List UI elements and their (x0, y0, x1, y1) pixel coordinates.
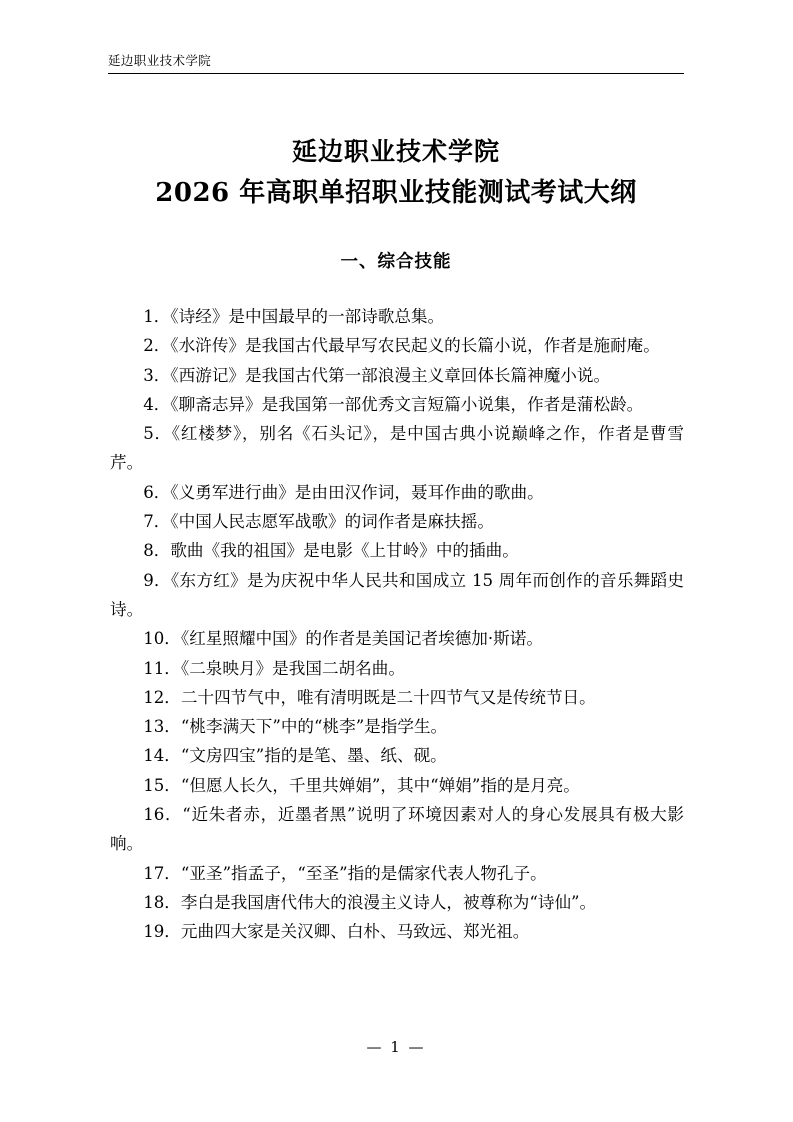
footer-page-number: — 1 — (366, 1038, 426, 1056)
running-header-institution-name: 延边职业技术学院 (108, 53, 212, 68)
list-item: 14．“文房四宝”指的是笔、墨、纸、砚。 (143, 746, 447, 766)
list-item: 3．《西游记》是我国古代第一部浪漫主义章回体长篇神魔小说。 (143, 365, 611, 385)
list-item: 9．《东方红》是为庆祝中华人民共和国成立 15 周年而创作的音乐舞蹈史诗。 (110, 570, 684, 619)
header-divider-rule (108, 73, 684, 74)
list-item: 15．“但愿人长久，千里共婵娟”，其中“婵娟”指的是月亮。 (143, 775, 580, 795)
list-item: 4．《聊斋志异》是我国第一部优秀文言短篇小说集，作者是蒲松龄。 (143, 394, 644, 414)
title-subject-line: 2026 年高职单招职业技能测试考试大纲 (155, 178, 637, 208)
list-item: 5．《红楼梦》，别名《石头记》，是中国古典小说巅峰之作，作者是曹雪芹。 (110, 424, 684, 473)
list-item: 10．《红星照耀中国》的作者是美国记者埃德加·斯诺。 (143, 629, 543, 649)
document-title (108, 132, 684, 214)
section-heading-comprehensive-skills: 一、综合技能 (340, 252, 452, 272)
list-item: 13．“桃李满天下”中的“桃李”是指学生。 (143, 717, 448, 737)
list-item: 1．《诗经》是中国最早的一部诗歌总集。 (143, 307, 445, 326)
list-item: 6．《义勇军进行曲》是由田汉作词，聂耳作曲的歌曲。 (143, 482, 544, 502)
body-content-list (110, 302, 684, 947)
list-item: 12．二十四节气中，唯有清明既是二十四节气又是传统节日。 (143, 687, 596, 707)
list-item: 18．李白是我国唐代伟大的浪漫主义诗人，被尊称为“诗仙”。 (143, 892, 597, 912)
list-item: 11．《二泉映月》是我国二胡名曲。 (143, 658, 405, 678)
title-institution-line: 延边职业技术学院 (291, 137, 500, 166)
list-item: 8．歌曲《我的祖国》是电影《上甘岭》中的插曲。 (143, 541, 519, 561)
list-item: 2．《水浒传》是我国古代最早写农民起义的长篇小说，作者是施耐庵。 (143, 336, 660, 356)
list-item: 19．元曲四大家是关汉卿、白朴、马致远、郑光祖。 (143, 922, 530, 942)
list-item: 17．“亚圣”指孟子，“至圣”指的是儒家代表人物孔子。 (143, 863, 547, 883)
running-header (108, 52, 684, 82)
list-item: 7．《中国人民志愿军战歌》的词作者是麻扶摇。 (143, 512, 494, 532)
list-item: 16．“近朱者赤，近墨者黑”说明了环境因素对人的身心发展具有极大影响。 (110, 805, 684, 854)
